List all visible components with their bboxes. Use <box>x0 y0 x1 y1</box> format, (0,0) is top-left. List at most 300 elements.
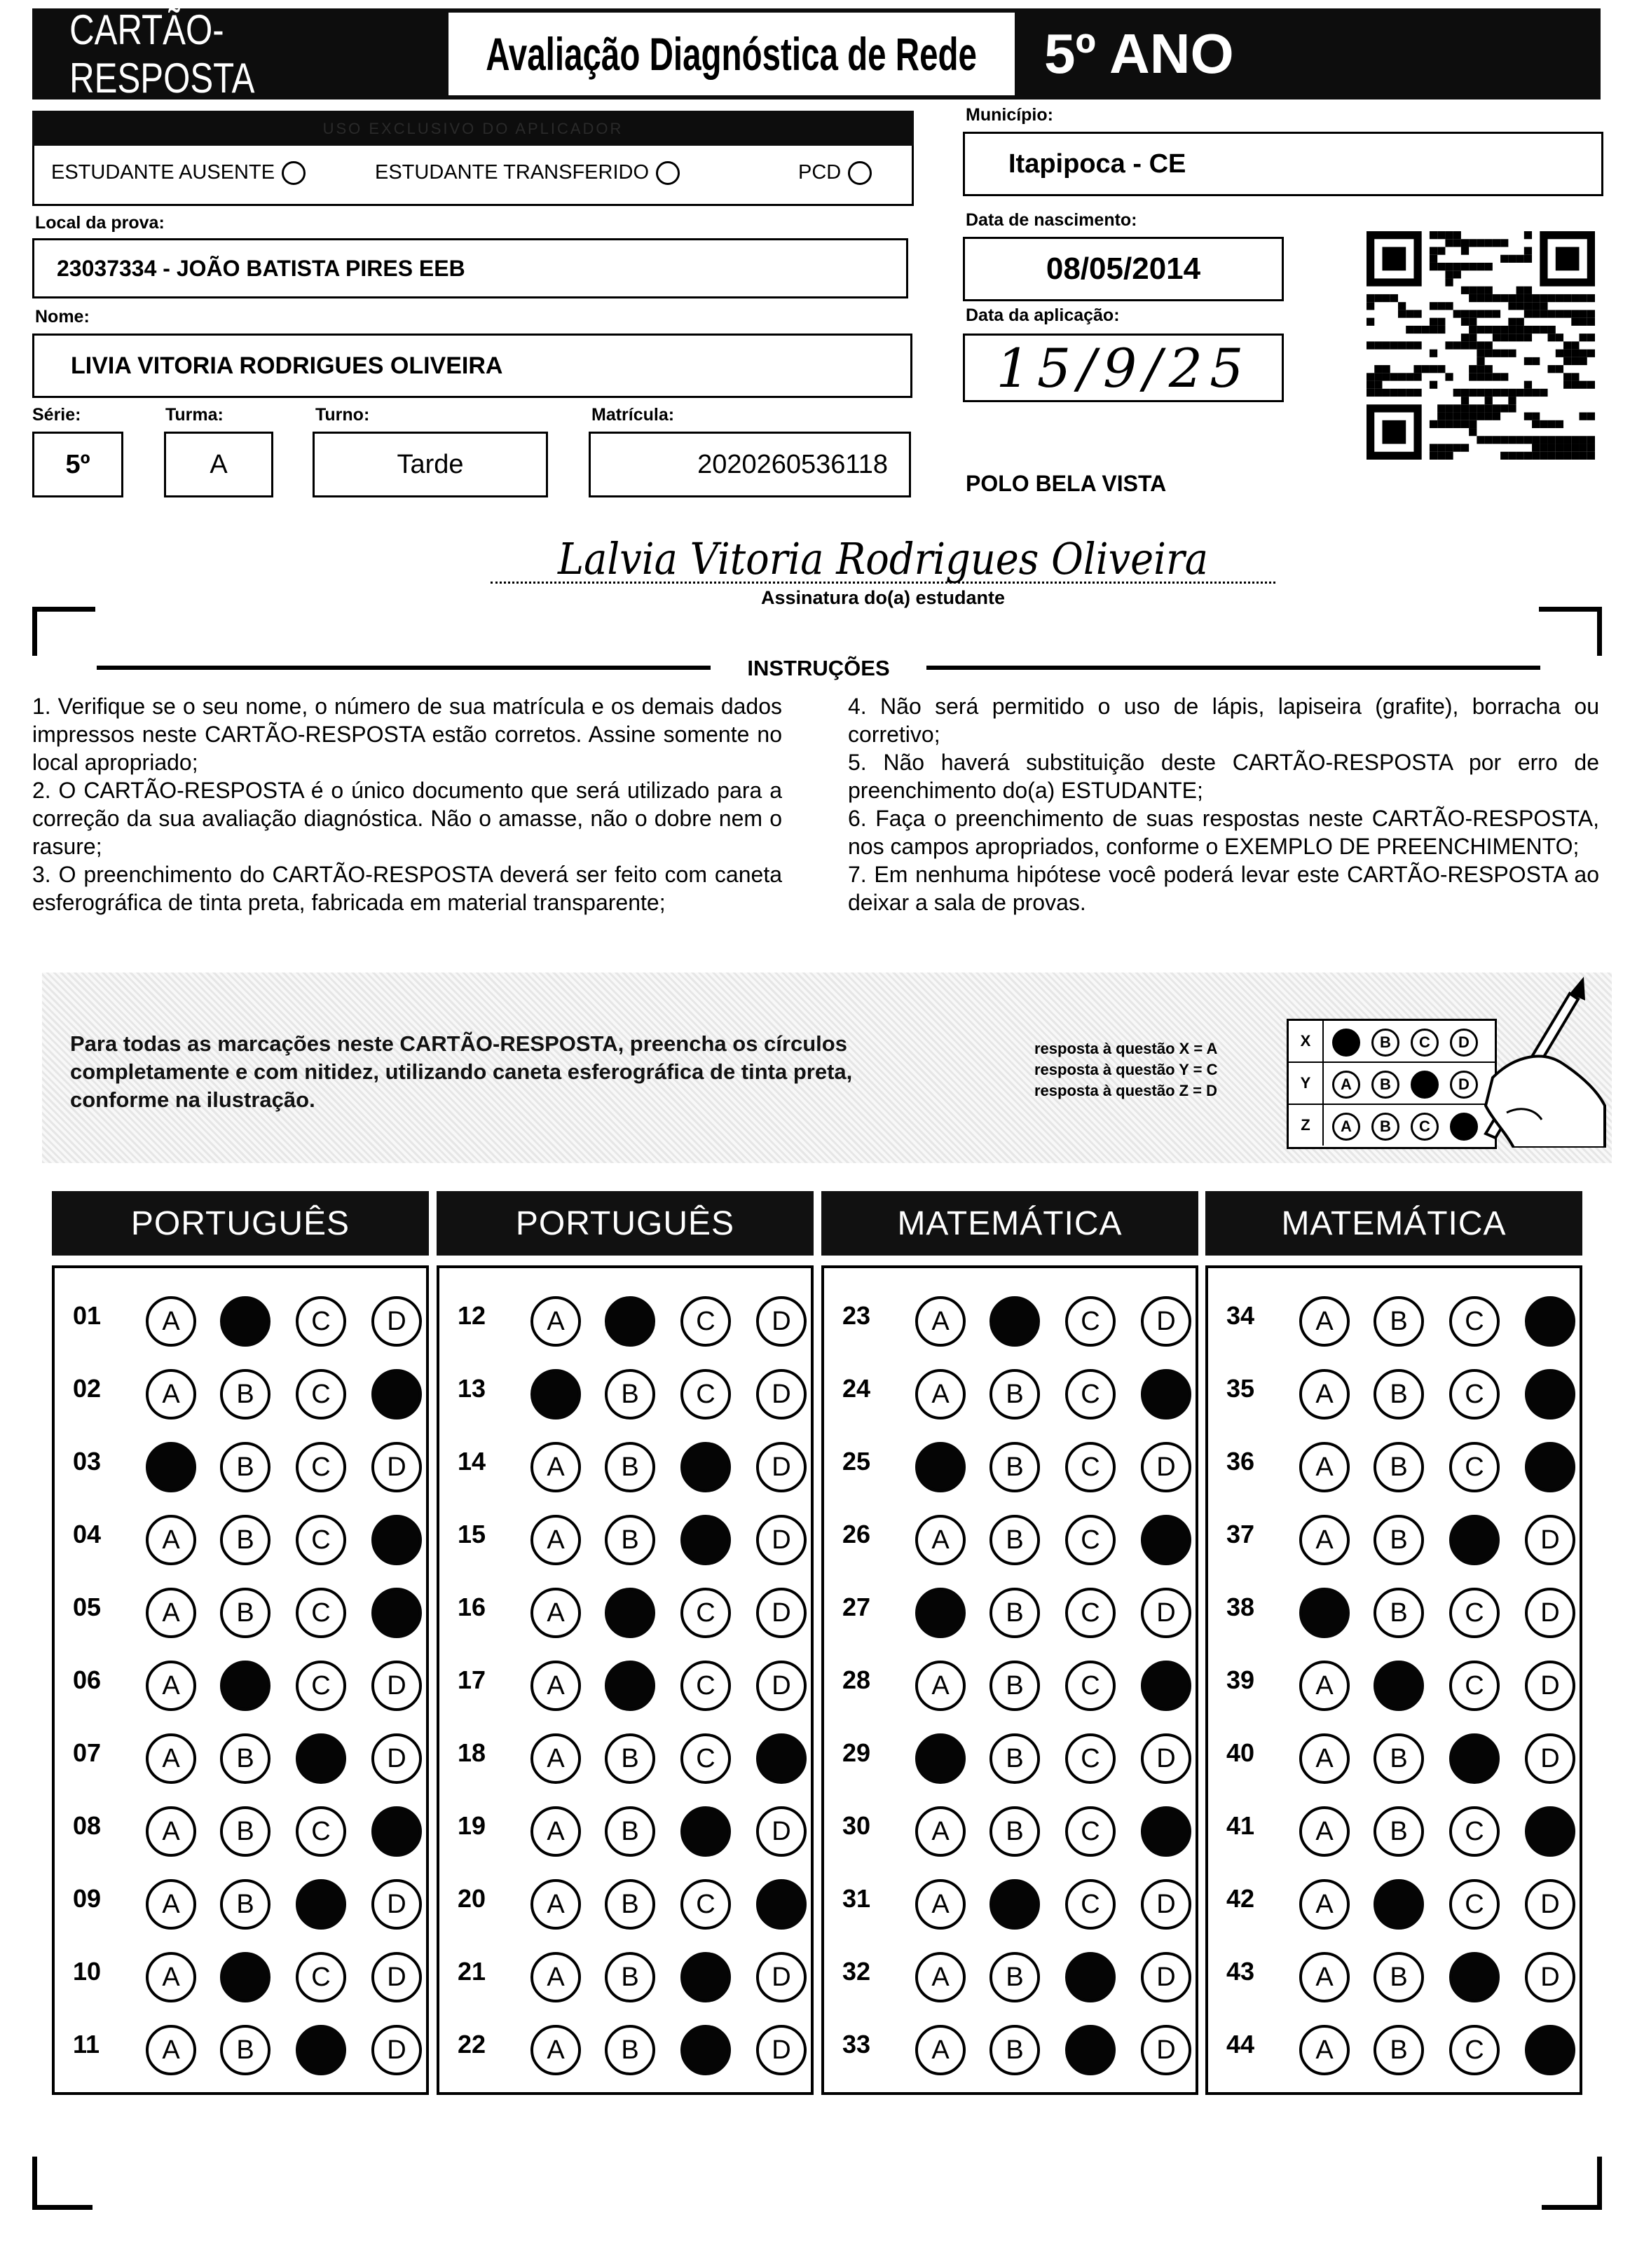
question-row <box>439 1865 811 1938</box>
answer-bubble-d[interactable]: D <box>756 1806 807 1857</box>
instruction-1: 1. Verifique se o seu nome, o número de sua matrícula e os demais dados impressos neste CARTÃO-RESPOSTA estão corretos. Assine somente no local apropriado; <box>32 694 782 775</box>
answer-bubble-b[interactable] <box>1374 1661 1424 1711</box>
answer-bubble-d[interactable] <box>1525 2025 1575 2075</box>
question-number: 26 <box>842 1520 871 1548</box>
answer-bubble-a[interactable]: A <box>146 1733 196 1784</box>
answer-bubble-c[interactable]: C <box>680 1733 731 1784</box>
aplicacao-label: Data da aplicação: <box>966 305 1120 325</box>
answer-bubble-a[interactable]: A <box>530 1588 581 1638</box>
question-number: 24 <box>842 1374 871 1403</box>
answer-bubble-a[interactable]: A <box>530 1442 581 1492</box>
answer-bubble-c[interactable] <box>1449 1733 1500 1784</box>
example-bubble-d: D <box>1450 1029 1478 1057</box>
question-row <box>439 1574 811 1647</box>
answer-bubble-d[interactable] <box>756 1879 807 1930</box>
answer-bubble-b[interactable]: B <box>220 1588 270 1638</box>
answer-bubble-d[interactable] <box>756 1733 807 1784</box>
answer-bubble-a[interactable]: A <box>1299 1515 1350 1565</box>
answer-bubble-d[interactable] <box>1141 1369 1191 1420</box>
answer-bubble-a[interactable] <box>530 1369 581 1420</box>
example-bubble-c <box>1411 1071 1439 1099</box>
signature-line <box>491 582 1275 584</box>
answer-bubble-d[interactable]: D <box>1525 1661 1575 1711</box>
answer-bubble-c[interactable]: C <box>1065 1369 1116 1420</box>
answer-bubble-a[interactable] <box>915 1733 966 1784</box>
question-number: 10 <box>73 1957 102 1986</box>
answer-bubble-b[interactable]: B <box>989 1369 1040 1420</box>
answer-bubble-b[interactable] <box>605 1661 655 1711</box>
answer-bubble-c[interactable]: C <box>1065 1661 1116 1711</box>
answer-bubble-d[interactable] <box>371 1588 422 1638</box>
answer-bubble-c[interactable]: C <box>296 1952 346 2002</box>
answer-bubble-b[interactable]: B <box>220 1515 270 1565</box>
matricula-field <box>589 432 911 497</box>
answer-bubble-c[interactable]: C <box>296 1442 346 1492</box>
question-row <box>1208 1938 1580 2011</box>
turno-field <box>313 432 548 497</box>
instructions-rule-right <box>926 666 1540 670</box>
answer-bubble-b[interactable]: B <box>1374 1952 1424 2002</box>
answer-bubble-a[interactable]: A <box>146 1588 196 1638</box>
answer-bubble-d[interactable] <box>371 1369 422 1420</box>
question-number: 30 <box>842 1811 871 1840</box>
question-number: 36 <box>1226 1447 1255 1476</box>
answer-bubble-c[interactable] <box>1065 2025 1116 2075</box>
answer-bubble-c[interactable]: C <box>1065 1296 1116 1347</box>
answer-bubble-d[interactable]: D <box>1141 1442 1191 1492</box>
nascimento-label: Data de nascimento: <box>966 210 1137 230</box>
serie-field <box>32 432 123 497</box>
answer-bubble-d[interactable]: D <box>371 1442 422 1492</box>
answer-bubble-c[interactable]: C <box>1065 1806 1116 1857</box>
question-row <box>1208 1282 1580 1355</box>
answer-bubble-a[interactable]: A <box>530 1806 581 1857</box>
answer-bubble-b[interactable]: B <box>989 1515 1040 1565</box>
answer-bubble-b[interactable]: B <box>605 1879 655 1930</box>
answer-bubble-a[interactable]: A <box>146 1369 196 1420</box>
question-row <box>55 1501 426 1574</box>
question-row <box>824 1647 1196 1719</box>
exam-title <box>448 13 1015 95</box>
answer-bubble-b[interactable]: B <box>989 1806 1040 1857</box>
question-row <box>55 1428 426 1501</box>
answer-bubble-c[interactable]: C <box>296 1369 346 1420</box>
question-row <box>55 1355 426 1428</box>
answer-bubble-c[interactable]: C <box>1449 1879 1500 1930</box>
answer-bubble-b[interactable]: B <box>605 1442 655 1492</box>
answer-bubble-d[interactable]: D <box>756 1515 807 1565</box>
question-number: 06 <box>73 1665 102 1694</box>
question-number: 32 <box>842 1957 871 1986</box>
answer-bubble-d[interactable]: D <box>756 1661 807 1711</box>
answer-bubble-c[interactable]: C <box>296 1296 346 1347</box>
nascimento-field <box>963 237 1284 301</box>
matricula-label: Matrícula: <box>591 405 675 425</box>
answer-bubble-a[interactable]: A <box>1299 1879 1350 1930</box>
nome-field <box>32 334 912 398</box>
qr-code <box>1367 231 1595 460</box>
answer-bubble-a[interactable]: A <box>915 1369 966 1420</box>
answer-bubble-b[interactable]: B <box>220 2025 270 2075</box>
question-number: 35 <box>1226 1374 1255 1403</box>
answer-bubble-c[interactable]: C <box>1065 1515 1116 1565</box>
answer-bubble-c[interactable] <box>1065 1952 1116 2002</box>
answer-bubble-d[interactable]: D <box>756 1296 807 1347</box>
turma-value: A <box>210 449 228 479</box>
serie-label: Série: <box>32 405 81 425</box>
example-text: Para todas as marcações neste CARTÃO-RESPOSTA, preencha os círculos completamente e com nitidez, utilizando caneta esferográfica de tinta preta, conforme na ilustração. <box>70 1031 853 1112</box>
answer-bubble-d[interactable]: D <box>1141 2025 1191 2075</box>
polo-label: POLO BELA VISTA <box>966 471 1167 496</box>
answer-bubble-c[interactable] <box>296 1733 346 1784</box>
applicator-box <box>32 146 914 206</box>
answer-bubble-b[interactable] <box>605 1588 655 1638</box>
answer-bubble-a[interactable]: A <box>1299 1952 1350 2002</box>
answer-bubble-d[interactable] <box>1141 1806 1191 1857</box>
question-number: 11 <box>73 2030 100 2059</box>
answer-bubble-d[interactable] <box>1525 1296 1575 1347</box>
example-row-label: Z <box>1289 1105 1324 1146</box>
example-bubble-d: D <box>1450 1071 1478 1099</box>
answer-bubble-a[interactable]: A <box>530 1733 581 1784</box>
answer-bubble-c[interactable]: C <box>1065 1442 1116 1492</box>
answer-bubble-c[interactable] <box>680 2025 731 2075</box>
question-number: 23 <box>842 1301 871 1330</box>
answer-bubble-c[interactable] <box>296 1879 346 1930</box>
pcd-radio[interactable] <box>848 161 872 185</box>
question-number: 22 <box>458 2030 486 2059</box>
answer-bubble-b[interactable]: B <box>989 2025 1040 2075</box>
answer-bubble-c[interactable]: C <box>296 1588 346 1638</box>
question-number: 40 <box>1226 1738 1255 1767</box>
question-row <box>439 1282 811 1355</box>
answer-bubble-c[interactable]: C <box>680 1879 731 1930</box>
answer-bubble-d[interactable] <box>1141 1515 1191 1565</box>
answer-bubble-a[interactable]: A <box>146 1879 196 1930</box>
instructions-right <box>848 692 1599 916</box>
answer-panel-1 <box>52 1265 429 2095</box>
question-row <box>824 1428 1196 1501</box>
answer-bubble-d[interactable]: D <box>1525 1733 1575 1784</box>
answer-bubble-a[interactable]: A <box>530 1661 581 1711</box>
question-number: 08 <box>73 1811 102 1840</box>
answer-bubble-c[interactable]: C <box>1065 1879 1116 1930</box>
answer-bubble-a[interactable]: A <box>146 1515 196 1565</box>
answer-bubble-c[interactable]: C <box>1065 1733 1116 1784</box>
answer-bubble-d[interactable]: D <box>756 1369 807 1420</box>
answer-bubble-a[interactable]: A <box>530 2025 581 2075</box>
turno-value: Tarde <box>397 449 464 479</box>
municipio-field <box>963 132 1603 196</box>
question-number: 27 <box>842 1593 871 1621</box>
question-row <box>824 1865 1196 1938</box>
answer-bubble-c[interactable]: C <box>1449 1806 1500 1857</box>
answer-bubble-b[interactable] <box>989 1879 1040 1930</box>
nome-label: Nome: <box>35 307 90 327</box>
question-row <box>824 1355 1196 1428</box>
question-number: 37 <box>1226 1520 1255 1548</box>
turno-label: Turno: <box>315 405 370 425</box>
instructions-left <box>32 692 782 916</box>
answer-bubble-a[interactable]: A <box>530 1515 581 1565</box>
transferred-option[interactable] <box>375 161 680 185</box>
answer-bubble-c[interactable] <box>680 1806 731 1857</box>
question-row <box>824 1938 1196 2011</box>
answer-bubble-a[interactable]: A <box>1299 1733 1350 1784</box>
question-row <box>824 1282 1196 1355</box>
section-header-2: PORTUGUÊS <box>437 1191 814 1256</box>
answer-bubble-b[interactable]: B <box>989 1442 1040 1492</box>
absent-option[interactable] <box>51 161 306 185</box>
answer-bubble-c[interactable]: C <box>1449 1442 1500 1492</box>
example-line-y: resposta à questão Y = C <box>1034 1061 1218 1078</box>
question-row <box>1208 1647 1580 1719</box>
question-row <box>824 1792 1196 1865</box>
example-bubble-a: A <box>1332 1113 1360 1141</box>
example-bubble-b: B <box>1371 1029 1399 1057</box>
example-bubble-c: C <box>1411 1113 1439 1141</box>
answer-bubble-d[interactable]: D <box>1525 1952 1575 2002</box>
signature-label: Assinatura do(a) estudante <box>760 587 1006 608</box>
example-bubble-a: A <box>1332 1071 1360 1099</box>
answer-bubble-a[interactable]: A <box>530 1879 581 1930</box>
answer-bubble-c[interactable] <box>680 1952 731 2002</box>
answer-bubble-b[interactable]: B <box>605 1806 655 1857</box>
answer-bubble-c[interactable] <box>680 1515 731 1565</box>
answer-bubble-d[interactable]: D <box>1141 1733 1191 1784</box>
answer-panel-2 <box>437 1265 814 2095</box>
question-number: 09 <box>73 1884 102 1913</box>
pen-hand-illustration <box>1465 973 1612 1148</box>
corner-top-right <box>1539 607 1602 656</box>
question-row <box>1208 1792 1580 1865</box>
instruction-3: 3. O preenchimento do CARTÃO-RESPOSTA deverá ser feito com caneta esferográfica de tinta preta, fabricada em material transparente; <box>32 862 782 915</box>
answer-bubble-a[interactable]: A <box>915 1806 966 1857</box>
answer-bubble-b[interactable]: B <box>1374 1588 1424 1638</box>
question-row <box>439 1355 811 1428</box>
answer-bubble-a[interactable]: A <box>530 1952 581 2002</box>
example-bubble-b: B <box>1371 1113 1399 1141</box>
question-number: 28 <box>842 1665 871 1694</box>
answer-bubble-d[interactable]: D <box>371 1952 422 2002</box>
question-row <box>439 1428 811 1501</box>
question-number: 19 <box>458 1811 486 1840</box>
answer-bubble-a[interactable] <box>146 1442 196 1492</box>
transferred-label: ESTUDANTE TRANSFERIDO <box>375 161 650 184</box>
corner-bottom-left <box>32 2157 93 2210</box>
answer-bubble-b[interactable]: B <box>220 1806 270 1857</box>
answer-bubble-b[interactable] <box>1374 1879 1424 1930</box>
answer-bubble-b[interactable]: B <box>220 1879 270 1930</box>
local-value: 23037334 - JOÃO BATISTA PIRES EEB <box>57 255 465 281</box>
answer-bubble-c[interactable] <box>1449 1515 1500 1565</box>
answer-bubble-b[interactable]: B <box>1374 1369 1424 1420</box>
answer-bubble-b[interactable]: B <box>989 1733 1040 1784</box>
example-bubble-a <box>1332 1029 1360 1057</box>
question-row <box>824 1574 1196 1647</box>
question-row <box>439 2011 811 2084</box>
transferred-radio[interactable] <box>656 161 680 185</box>
pcd-label: PCD <box>798 161 842 184</box>
question-number: 38 <box>1226 1593 1255 1621</box>
instruction-6: 6. Faça o preenchimento de suas respostas neste CARTÃO-RESPOSTA, nos campos apropriados, conforme o EXEMPLO DE PREENCHIMENTO; <box>848 806 1599 859</box>
question-row <box>55 1938 426 2011</box>
answer-bubble-c[interactable]: C <box>1449 1661 1500 1711</box>
question-row <box>55 2011 426 2084</box>
answer-bubble-d[interactable] <box>1525 1806 1575 1857</box>
answer-bubble-b[interactable]: B <box>220 1442 270 1492</box>
answer-bubble-c[interactable] <box>296 2025 346 2075</box>
signature[interactable]: Lalvia Vitoria Rodrigues Oliveira <box>558 533 1208 584</box>
answer-bubble-a[interactable]: A <box>146 1661 196 1711</box>
question-row <box>55 1865 426 1938</box>
answer-bubble-d[interactable]: D <box>1525 1879 1575 1930</box>
instruction-2: 2. O CARTÃO-RESPOSTA é o único documento que será utilizado para a correção da sua avaliação diagnóstica. Não o amasse, não o dobre nem o rasure; <box>32 778 782 859</box>
answer-bubble-d[interactable]: D <box>756 1588 807 1638</box>
answer-bubble-b[interactable]: B <box>605 2025 655 2075</box>
question-number: 18 <box>458 1738 486 1767</box>
answer-bubble-a[interactable]: A <box>915 1661 966 1711</box>
question-row <box>439 1501 811 1574</box>
answer-bubble-b[interactable]: B <box>220 1369 270 1420</box>
answer-bubble-a[interactable]: A <box>1299 1369 1350 1420</box>
answer-bubble-b[interactable] <box>220 1296 270 1347</box>
answer-bubble-b[interactable]: B <box>989 1952 1040 2002</box>
answer-bubble-b[interactable]: B <box>1374 1296 1424 1347</box>
answer-bubble-d[interactable]: D <box>1141 1952 1191 2002</box>
answer-bubble-a[interactable]: A <box>146 1952 196 2002</box>
answer-bubble-a[interactable]: A <box>915 1296 966 1347</box>
applicator-header <box>32 111 914 147</box>
answer-bubble-a[interactable]: A <box>146 2025 196 2075</box>
answer-bubble-d[interactable]: D <box>1525 1515 1575 1565</box>
answer-bubble-d[interactable] <box>371 1515 422 1565</box>
answer-bubble-d[interactable]: D <box>1525 1588 1575 1638</box>
question-row <box>55 1719 426 1792</box>
answer-bubble-a[interactable]: A <box>146 1806 196 1857</box>
answer-bubble-d[interactable]: D <box>1141 1588 1191 1638</box>
answer-bubble-a[interactable]: A <box>146 1296 196 1347</box>
answer-bubble-d[interactable]: D <box>756 1442 807 1492</box>
answer-bubble-c[interactable] <box>1449 1952 1500 2002</box>
answer-bubble-c[interactable]: C <box>296 1806 346 1857</box>
question-row <box>439 1792 811 1865</box>
answer-bubble-b[interactable]: B <box>1374 1733 1424 1784</box>
answer-bubble-a[interactable]: A <box>915 1879 966 1930</box>
answer-bubble-c[interactable]: C <box>1449 1296 1500 1347</box>
answer-bubble-d[interactable]: D <box>371 2025 422 2075</box>
answer-bubble-b[interactable]: B <box>220 1733 270 1784</box>
answer-bubble-b[interactable] <box>220 1661 270 1711</box>
answer-bubble-b[interactable]: B <box>1374 1442 1424 1492</box>
answer-bubble-b[interactable]: B <box>605 1952 655 2002</box>
question-number: 34 <box>1226 1301 1255 1330</box>
answer-bubble-b[interactable]: B <box>605 1733 655 1784</box>
answer-bubble-a[interactable]: A <box>1299 1661 1350 1711</box>
example-row <box>1289 1105 1495 1147</box>
answer-bubble-c[interactable]: C <box>296 1661 346 1711</box>
answer-bubble-d[interactable] <box>1525 1442 1575 1492</box>
answer-bubble-b[interactable]: B <box>605 1369 655 1420</box>
answer-bubble-a[interactable] <box>1299 1588 1350 1638</box>
answer-bubble-b[interactable]: B <box>1374 2025 1424 2075</box>
question-row <box>1208 1865 1580 1938</box>
example-strip <box>42 973 1612 1163</box>
answer-bubble-a[interactable]: A <box>1299 2025 1350 2075</box>
example-row <box>1289 1063 1495 1105</box>
answer-bubble-c[interactable]: C <box>1065 1588 1116 1638</box>
answer-bubble-d[interactable]: D <box>371 1296 422 1347</box>
answer-bubble-b[interactable] <box>989 1296 1040 1347</box>
answer-bubble-a[interactable] <box>915 1588 966 1638</box>
answer-bubble-d[interactable]: D <box>756 2025 807 2075</box>
question-row <box>55 1574 426 1647</box>
answer-bubble-d[interactable]: D <box>371 1661 422 1711</box>
answer-bubble-b[interactable] <box>220 1952 270 2002</box>
answer-bubble-c[interactable]: C <box>296 1515 346 1565</box>
answer-bubble-a[interactable]: A <box>915 2025 966 2075</box>
answer-bubble-c[interactable]: C <box>1449 2025 1500 2075</box>
answer-bubble-c[interactable]: C <box>680 1369 731 1420</box>
answer-bubble-d[interactable]: D <box>756 1952 807 2002</box>
answer-bubble-d[interactable] <box>1525 1369 1575 1420</box>
question-row <box>1208 1355 1580 1428</box>
answer-bubble-c[interactable]: C <box>1449 1588 1500 1638</box>
answer-bubble-c[interactable]: C <box>680 1296 731 1347</box>
answer-bubble-a[interactable]: A <box>1299 1806 1350 1857</box>
answer-bubble-b[interactable]: B <box>1374 1806 1424 1857</box>
pcd-option[interactable] <box>798 161 872 185</box>
answer-bubble-d[interactable]: D <box>371 1733 422 1784</box>
question-number: 25 <box>842 1447 871 1476</box>
answer-bubble-c[interactable]: C <box>680 1661 731 1711</box>
answer-bubble-b[interactable]: B <box>989 1661 1040 1711</box>
aplicacao-field[interactable] <box>963 334 1284 402</box>
answer-bubble-b[interactable] <box>605 1296 655 1347</box>
answer-bubble-b[interactable]: B <box>989 1588 1040 1638</box>
instruction-5: 5. Não haverá substituição deste CARTÃO-RESPOSTA por erro de preenchimento do(a) ESTUDANTE; <box>848 750 1599 803</box>
answer-bubble-a[interactable]: A <box>530 1296 581 1347</box>
answer-bubble-a[interactable]: A <box>1299 1442 1350 1492</box>
answer-bubble-c[interactable]: C <box>1449 1369 1500 1420</box>
answer-panel-3 <box>821 1265 1198 2095</box>
answer-bubble-b[interactable]: B <box>605 1515 655 1565</box>
answer-bubble-d[interactable]: D <box>1141 1879 1191 1930</box>
answer-bubble-d[interactable]: D <box>371 1879 422 1930</box>
example-line-x: resposta à questão X = A <box>1034 1040 1218 1057</box>
answer-bubble-a[interactable]: A <box>1299 1296 1350 1347</box>
answer-bubble-c[interactable] <box>680 1442 731 1492</box>
answer-bubble-a[interactable]: A <box>915 1515 966 1565</box>
absent-radio[interactable] <box>282 161 306 185</box>
question-row <box>55 1282 426 1355</box>
question-number: 02 <box>73 1374 102 1403</box>
answer-bubble-d[interactable]: D <box>1141 1296 1191 1347</box>
question-number: 44 <box>1226 2030 1255 2059</box>
answer-bubble-a[interactable]: A <box>915 1952 966 2002</box>
answer-bubble-d[interactable] <box>1141 1661 1191 1711</box>
answer-bubble-d[interactable] <box>371 1806 422 1857</box>
example-bubble-b: B <box>1371 1071 1399 1099</box>
question-number: 17 <box>458 1665 486 1694</box>
exam-title-text: Avaliação Diagnóstica de Rede <box>486 28 978 80</box>
instructions-rule-left <box>97 666 711 670</box>
answer-bubble-b[interactable]: B <box>1374 1515 1424 1565</box>
question-number: 16 <box>458 1593 486 1621</box>
answer-bubble-c[interactable]: C <box>680 1588 731 1638</box>
answer-bubble-a[interactable] <box>915 1442 966 1492</box>
corner-top-left <box>32 607 95 656</box>
